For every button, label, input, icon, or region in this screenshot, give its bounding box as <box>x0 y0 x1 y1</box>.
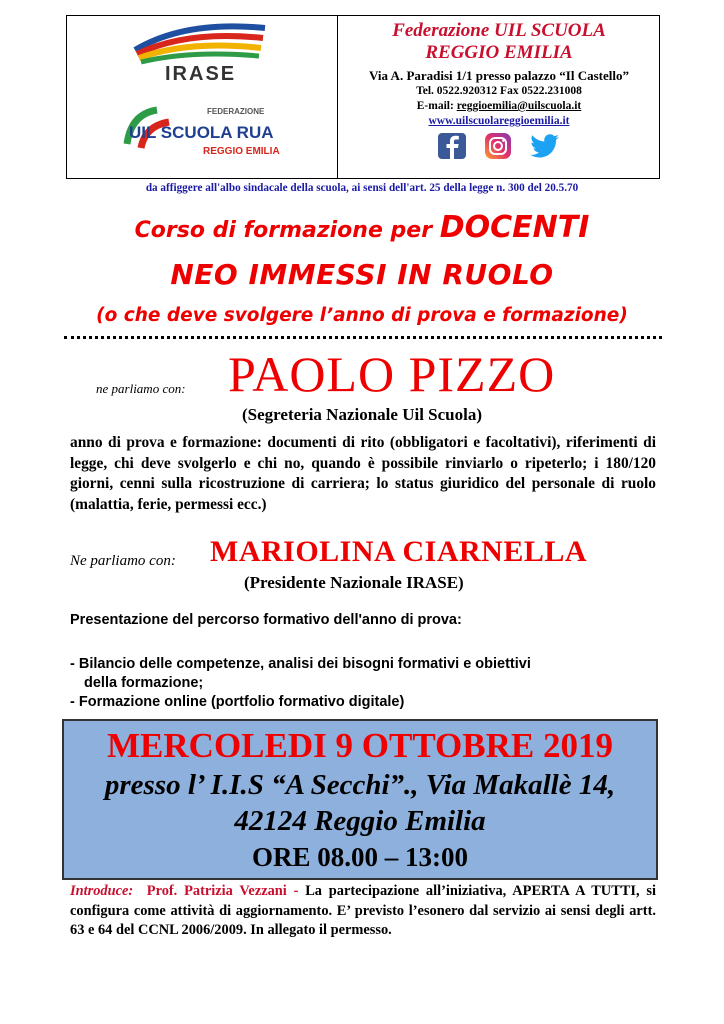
email-line <box>338 99 660 114</box>
uil-logo-main: UIL SCUOLA RUA <box>129 123 274 142</box>
speaker1-role: (Segreteria Nazionale Uil Scuola) <box>242 405 483 424</box>
address: Via A. Paradisi 1/1 presso palazzo “Il Castello” <box>369 68 629 83</box>
title-line2: NEO IMMESSI IN RUOLO <box>170 258 554 291</box>
speaker2-name: MARIOLINA CIARNELLA <box>210 535 588 568</box>
event-hours: ORE 08.00 – 13:00 <box>252 842 468 872</box>
presentation-heading: Presentazione del percorso formativo dell'anno di prova: <box>70 612 462 628</box>
title-line1-small: Corso di formazione per <box>134 218 440 243</box>
uil-scuola-logo <box>121 100 281 170</box>
footer-intro-label: Introduce: <box>70 883 134 899</box>
uil-logo-sub: REGGIO EMILIA <box>203 146 280 157</box>
email-link[interactable]: reggioemilia@uilscuola.it <box>456 100 582 112</box>
title-line3: (o che deve svolgere l’anno di prova e formazione) <box>96 305 628 326</box>
event-place-line2: 42124 Reggio Emilia <box>234 805 486 837</box>
org-name-line1: Federazione UIL SCUOLA <box>392 20 606 41</box>
speaker1-label: ne parliamo con: <box>96 381 186 396</box>
footer-note <box>70 882 656 941</box>
albo-note: da affiggere all'albo sindacale della scuola, ai sensi dell'art. 25 della legge n. 300 del 20.5.70 <box>145 182 579 194</box>
uil-logo-federazione: FEDERAZIONE <box>207 107 265 116</box>
footer-text: La partecipazione all’iniziativa, APERTA A TUTTI, si configura come attività di aggiornamento. E’ previsto l’esonero dal servizio ai sensi degli artt. 63 e 64 del CCNL 2006/2009. In allegato il permesso. <box>70 883 656 938</box>
org-name-line2: REGGIO EMILIA <box>425 42 573 63</box>
contact-panel <box>338 16 660 178</box>
event-date: MERCOLEDI 9 OTTOBRE 2019 <box>107 726 613 765</box>
event-place-line1: presso l’ I.I.S “A Secchi”., Via Makallè 14, <box>104 769 616 801</box>
event-box <box>62 719 658 880</box>
website-link[interactable]: www.uilscuolareggioemilia.it <box>428 115 570 127</box>
logos-panel <box>67 16 337 178</box>
speaker2-role: (Presidente Nazionale IRASE) <box>244 573 464 592</box>
twitter-icon[interactable] <box>529 132 561 160</box>
title-line1 <box>0 210 724 245</box>
list-item-continuation: della formazione; <box>84 675 204 691</box>
footer-intro-name: Prof. Patrizia Vezzani - <box>146 883 299 899</box>
dotted-separator <box>64 336 662 339</box>
phone-fax: Tel. 0522.920312 Fax 0522.231008 <box>416 85 582 97</box>
list-item: - Formazione online (portfolio formativo digitale) <box>70 694 405 710</box>
irase-logo-text: IRASE <box>165 63 237 84</box>
title-line1-big: DOCENTI <box>439 210 590 245</box>
email-label: E-mail: <box>416 100 457 112</box>
speaker2-label: Ne parliamo con: <box>70 553 176 569</box>
facebook-icon[interactable] <box>437 132 467 160</box>
irase-logo <box>125 20 275 84</box>
description: anno di prova e formazione: documenti di rito (obbligatori e facoltativi), riferimenti di legge, chi deve svolgerlo e chi no, quando è possibile rinviarlo o ripeterlo; i 180/120 giorni, cenni sulla ricostruzione di carriera; lo status giuridico del personale di ruolo (malattia, ferie, permessi ecc.) <box>70 434 656 513</box>
speaker1-name: PAOLO PIZZO <box>228 346 556 402</box>
instagram-icon[interactable] <box>483 132 513 160</box>
social-icons <box>338 132 660 160</box>
presentation-list <box>70 655 670 712</box>
list-item: - Bilancio delle competenze, analisi dei bisogni formativi e obiettivi <box>70 656 531 672</box>
letterhead <box>66 15 660 179</box>
